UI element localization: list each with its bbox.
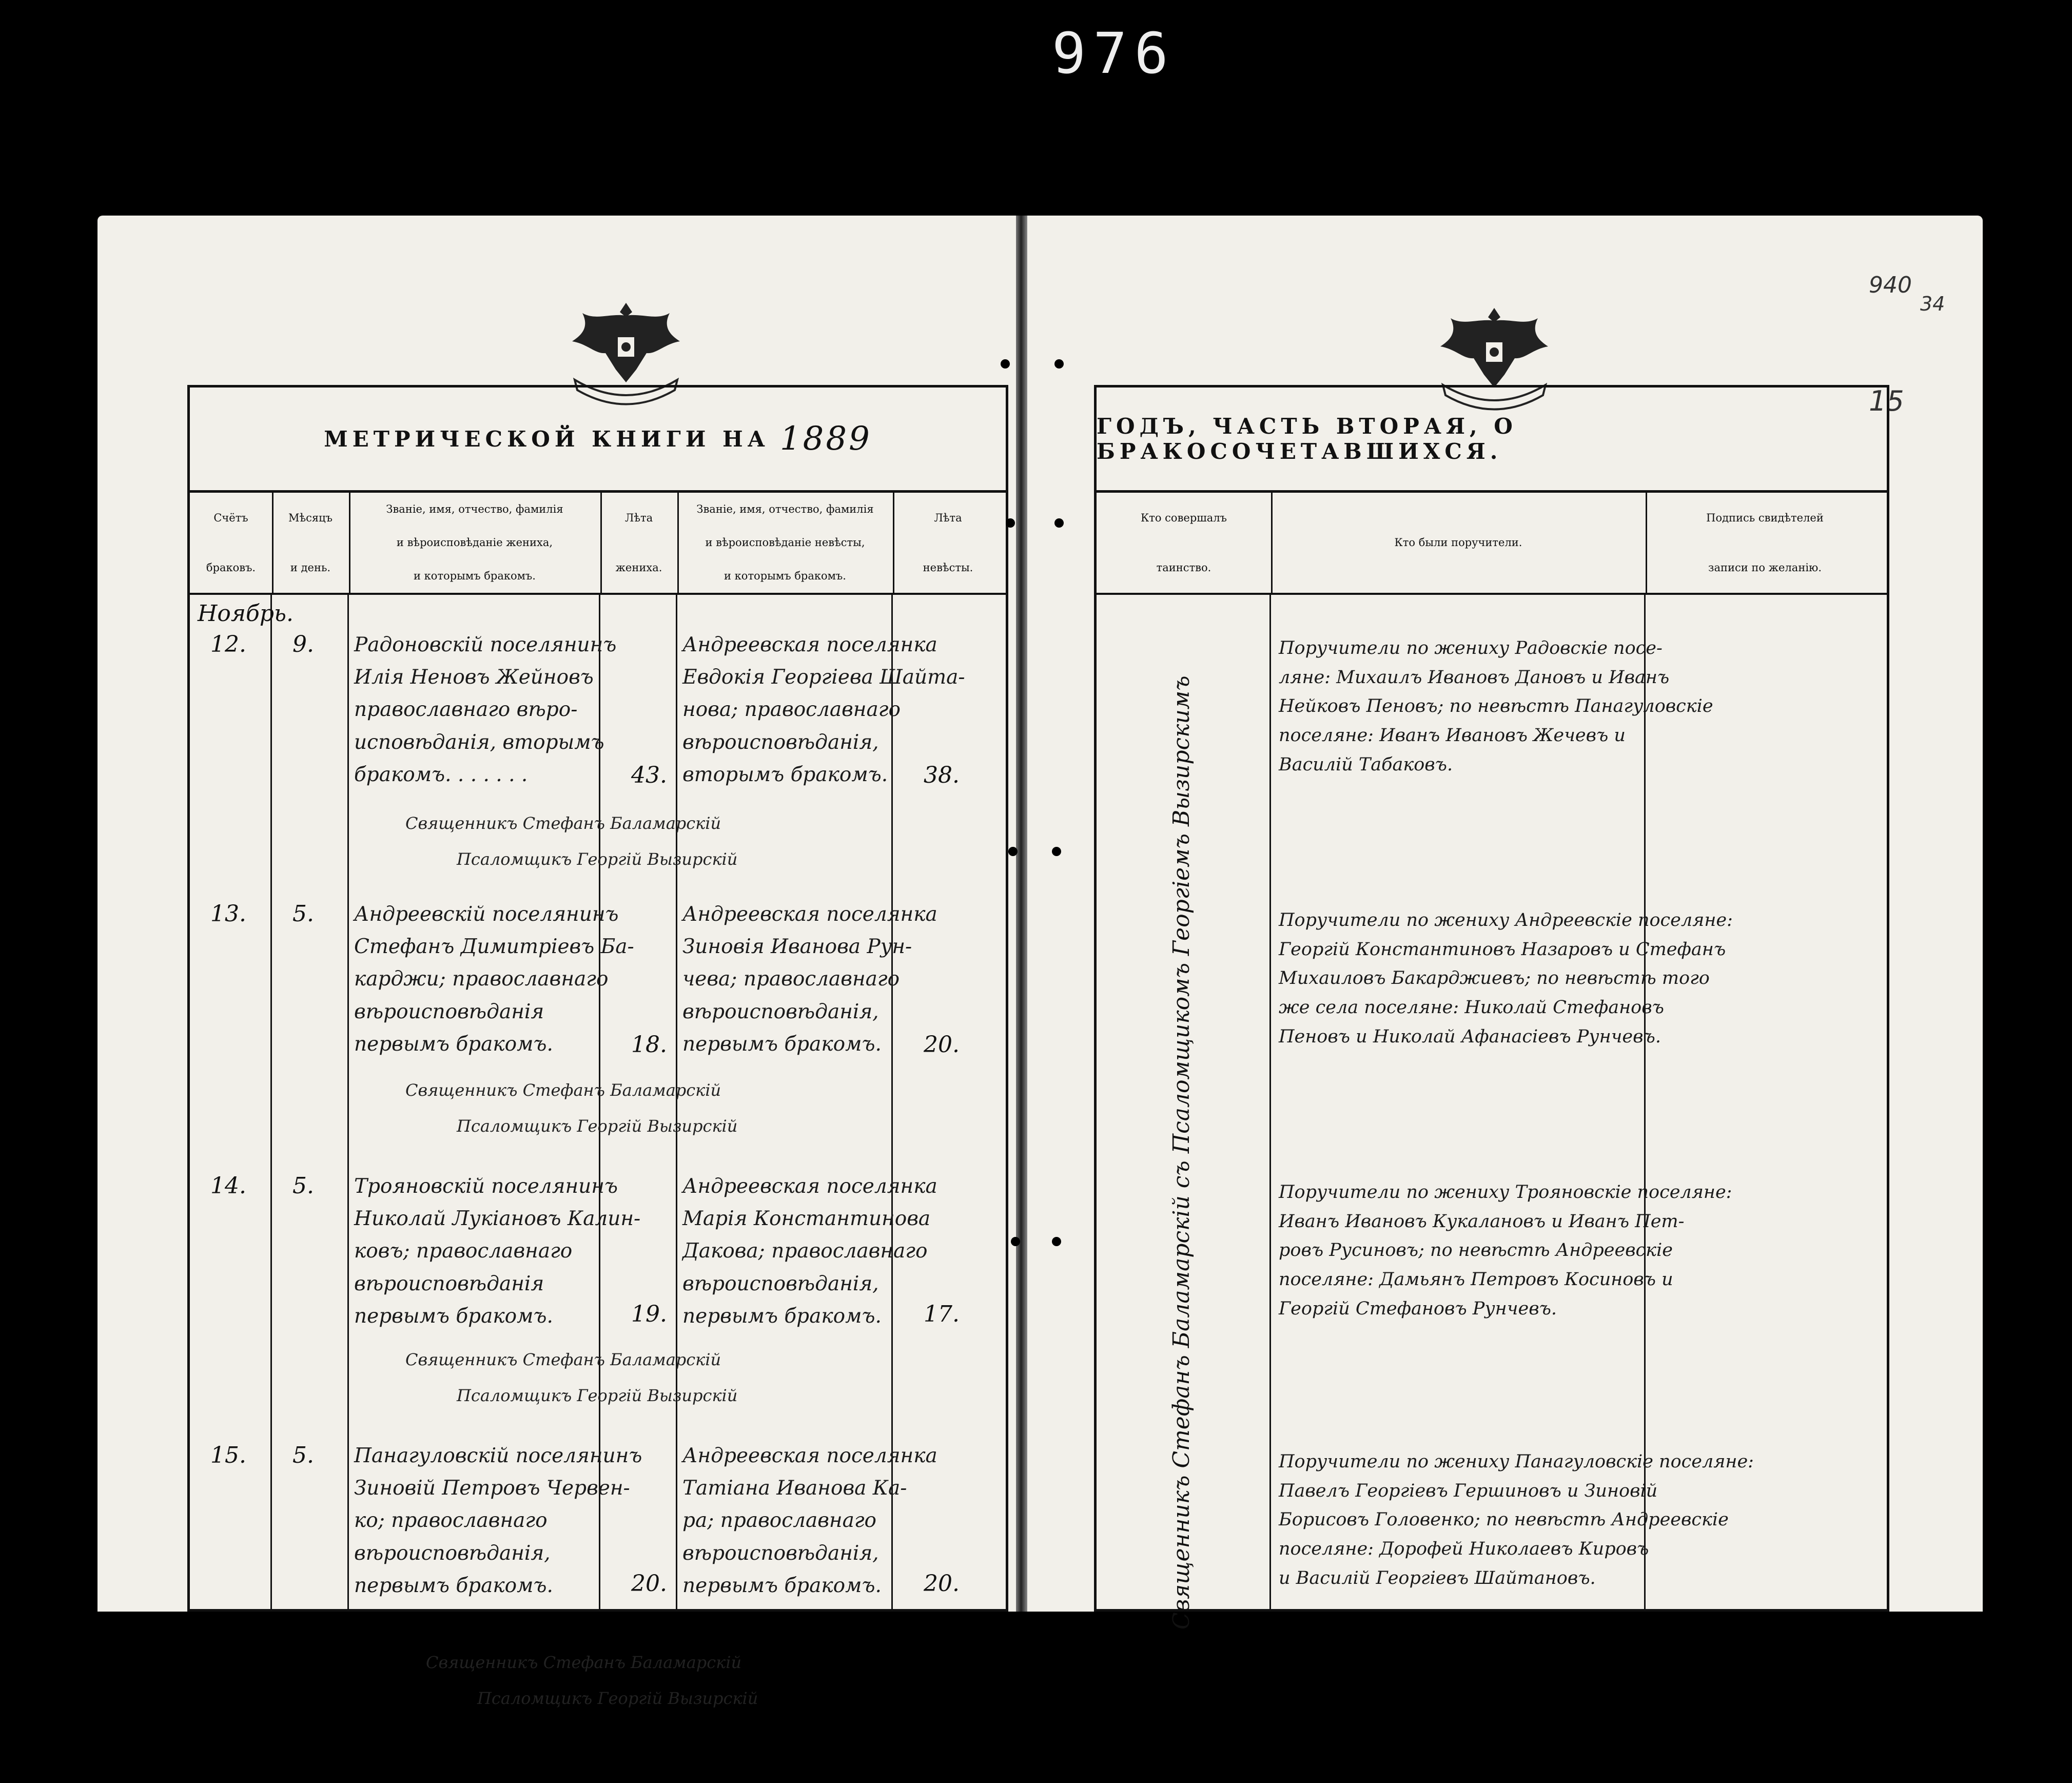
- header-bride-age-line2: невѣсты.: [923, 561, 973, 574]
- entry-day: 5.: [292, 1173, 314, 1199]
- month-label: Ноябрь.: [198, 600, 294, 627]
- header-sureties-line1: Кто были поручители.: [1394, 536, 1522, 549]
- bride-line: вѣроисповѣданія,: [682, 730, 879, 754]
- binding-hole: [1052, 1237, 1061, 1246]
- groom-line: первымъ бракомъ.: [354, 1032, 553, 1056]
- header-groom-line2: и вѣроисповѣданіе жениха,: [396, 536, 553, 549]
- col-divider: [270, 593, 272, 1609]
- header-count: [190, 493, 273, 593]
- bride-age: 17.: [924, 1301, 960, 1327]
- folio-secondary: 34: [1920, 293, 1945, 315]
- header-bride-line3: и которымъ бракомъ.: [724, 570, 846, 583]
- col-divider: [676, 593, 677, 1609]
- page-number: 15: [1869, 385, 1904, 417]
- groom-line: православнаго вѣро-: [354, 698, 578, 722]
- surety-line: Пеновъ и Николай Афанасіевъ Рунчевъ.: [1279, 1026, 1661, 1047]
- bride-line: вѣроисповѣданія,: [682, 1272, 879, 1295]
- groom-age: 19.: [631, 1301, 667, 1327]
- groom-line: Стефанъ Димитріевъ Ба-: [354, 935, 634, 959]
- header-rule: [190, 593, 1006, 595]
- groom-line: ко; православнаго: [354, 1509, 548, 1533]
- bride-age: 20.: [924, 1032, 960, 1058]
- right-title: [1097, 387, 1887, 493]
- bride-line: чева; православнаго: [682, 967, 900, 991]
- psalmist-signature: Псаломщикъ Георгій Вызирскій: [457, 1386, 738, 1405]
- groom-line: вѣроисповѣданія,: [354, 1541, 551, 1565]
- header-signatures-line2: записи по желанію.: [1708, 561, 1822, 574]
- groom-line: Панагуловскій поселянинъ: [354, 1444, 642, 1467]
- header-groom-age-line2: жениха.: [615, 561, 662, 574]
- left-page: [97, 216, 1016, 1708]
- groom-line: вѣроисповѣданія: [354, 1272, 544, 1295]
- entry-day: 5.: [292, 901, 314, 927]
- binding-hole: [1001, 359, 1010, 369]
- bride-line: вторымъ бракомъ.: [682, 763, 888, 786]
- priest-signature: Священникъ Стефанъ Баламарскій: [405, 1350, 721, 1369]
- priest-signature: Священникъ Стефанъ Баламарскій: [405, 1080, 721, 1100]
- surety-line: и Василій Георгіевъ Шайтановъ.: [1279, 1567, 1596, 1588]
- groom-line: ковъ; православнаго: [354, 1239, 573, 1263]
- binding-hole: [1052, 847, 1061, 856]
- right-page: [1027, 216, 1983, 1630]
- sureties-entry: [1279, 634, 1713, 779]
- bride-age: 38.: [924, 762, 960, 788]
- header-bride-line1: Званіе, имя, отчество, фамилія: [696, 503, 874, 516]
- entry-number: 15.: [210, 1442, 246, 1468]
- bride-line: Дакова; православнаго: [682, 1239, 928, 1263]
- surety-line: Василій Табаковъ.: [1279, 754, 1453, 775]
- surety-line: поселяне: Дорофей Николаевъ Кировъ: [1279, 1539, 1649, 1560]
- bride-line: первымъ бракомъ.: [682, 1304, 882, 1328]
- header-signatures-line1: Подпись свидѣтелей: [1706, 511, 1824, 524]
- binding-hole: [1008, 847, 1018, 856]
- surety-line: Георгій Константиновъ Назаровъ и Стефанъ: [1279, 939, 1726, 960]
- bride-age: 20.: [924, 1571, 960, 1597]
- header-groom-age-line1: Лѣта: [624, 511, 653, 524]
- header-month-day: [272, 493, 350, 593]
- surety-line: Иванъ Ивановъ Кукалановъ и Иванъ Пет-: [1279, 1211, 1685, 1232]
- surety-line: же села поселяне: Николай Стефановъ: [1279, 997, 1664, 1018]
- bride-line: Андреевская поселянка: [682, 1444, 937, 1467]
- col-divider: [1269, 593, 1271, 1609]
- sureties-entry: [1279, 1178, 1732, 1323]
- groom-age: 18.: [631, 1032, 667, 1058]
- surety-line: Михаиловъ Бакарджиевъ; по невѣстѣ того: [1279, 968, 1710, 989]
- entry-number: 14.: [210, 1173, 246, 1199]
- officiant-vertical-note: Священникъ Стефанъ Баламарскій съ Псаломщикомъ Георгіемъ Вызирскимъ: [1168, 675, 1195, 1630]
- header-count-line2: браковъ.: [206, 561, 256, 574]
- groom-entry: [354, 629, 616, 791]
- surety-line: ляне: Михаилъ Ивановъ Дановъ и Иванъ: [1279, 667, 1670, 688]
- groom-entry: [354, 1440, 642, 1602]
- title-text: ГОДЪ, ЧАСТЬ ВТОРАЯ, О БРАКОСОЧЕТАВШИХСЯ.: [1097, 414, 1517, 464]
- groom-line: Зиновій Петровъ Червен-: [354, 1477, 630, 1500]
- surety-line: Поручители по жениху Андреевскіе поселяне:: [1279, 910, 1733, 931]
- header-groom-line3: и которымъ бракомъ.: [414, 570, 536, 583]
- surety-line: Поручители по жениху Радовскіе посе-: [1279, 638, 1663, 658]
- groom-entry: [354, 898, 634, 1060]
- folio-number: 940: [1869, 272, 1912, 298]
- bride-line: первымъ бракомъ.: [682, 1032, 882, 1056]
- surety-line: поселяне: Иванъ Ивановъ Жечевъ и: [1279, 725, 1626, 746]
- bride-line: вѣроисповѣданія,: [682, 1541, 879, 1565]
- header-count-line1: Счётъ: [213, 511, 248, 524]
- groom-line: Трояновскій поселянинъ: [354, 1175, 618, 1198]
- surety-line: Павелъ Георгіевъ Гершиновъ и Зиновій: [1279, 1480, 1658, 1501]
- binding-hole: [1006, 518, 1015, 528]
- entry-number: 12.: [210, 631, 246, 657]
- groom-age: 43.: [631, 762, 667, 788]
- header-officiant-line1: Кто совершалъ: [1140, 511, 1227, 524]
- header-rule: [1097, 593, 1887, 595]
- entry-number: 13.: [210, 901, 246, 927]
- header-bride-line2: и вѣроисповѣданіе невѣсты,: [705, 536, 865, 549]
- col-divider: [347, 593, 349, 1609]
- psalmist-signature: Псаломщикъ Георгій Вызирскій: [457, 1116, 738, 1136]
- surety-line: Георгій Стефановъ Рунчевъ.: [1279, 1298, 1557, 1319]
- groom-line: карджи; православнаго: [354, 967, 609, 991]
- psalmist-signature: Псаломщикъ Георгій Вызирскій: [477, 1689, 758, 1708]
- header-bride-identity: [677, 493, 894, 593]
- record-year: 1889: [779, 420, 872, 458]
- header-month-line1: Мѣсяцъ: [288, 511, 333, 524]
- groom-entry: [354, 1170, 640, 1332]
- binding-hole: [1054, 518, 1064, 528]
- groom-line: первымъ бракомъ.: [354, 1304, 553, 1328]
- surety-line: поселяне: Дамьянъ Петровъ Косиновъ и: [1279, 1269, 1673, 1290]
- bride-line: вѣроисповѣданія,: [682, 1000, 879, 1023]
- groom-line: вѣроисповѣданія: [354, 1000, 544, 1023]
- groom-line: Илія Неновъ Жейновъ: [354, 666, 594, 689]
- header-groom-age: [600, 493, 679, 593]
- groom-line: Радоновскій поселянинъ: [354, 633, 617, 656]
- header-bride-age-line1: Лѣта: [934, 511, 962, 524]
- header-signatures: [1646, 493, 1884, 593]
- surety-line: Нейковъ Пеновъ; по невѣстѣ Панагуловскіе: [1279, 696, 1713, 717]
- bride-line: нова; православнаго: [682, 698, 901, 722]
- surety-line: Борисовъ Головенко; по невѣстѣ Андреевскіе: [1279, 1509, 1729, 1530]
- header-month-line2: и день.: [290, 561, 331, 574]
- surety-line: Поручители по жениху Панагуловскіе поселяне:: [1279, 1451, 1754, 1472]
- bride-line: ра; православнаго: [682, 1509, 877, 1533]
- left-ledger: [187, 385, 1008, 1612]
- groom-line: первымъ бракомъ.: [354, 1574, 553, 1597]
- psalmist-signature: Псаломщикъ Георгій Вызирскій: [457, 849, 738, 869]
- binding-hole: [1011, 1237, 1020, 1246]
- binding-hole: [1054, 359, 1064, 369]
- groom-age: 20.: [631, 1571, 667, 1597]
- bride-line: Татіана Иванова Ка-: [682, 1477, 907, 1500]
- bride-line: Андреевская поселянка: [682, 633, 937, 656]
- bride-line: Марія Константинова: [682, 1207, 931, 1231]
- surety-line: Поручители по жениху Трояновскіе поселяне:: [1279, 1182, 1732, 1203]
- bride-line: Андреевская поселянка: [682, 1175, 937, 1198]
- priest-signature: Священникъ Стефанъ Баламарскій: [426, 1653, 742, 1672]
- header-bride-age: [893, 493, 1003, 593]
- bride-line: Евдокія Георгіева Шайта-: [682, 666, 965, 689]
- header-officiant-line2: таинство.: [1156, 561, 1211, 574]
- header-groom-identity: [349, 493, 602, 593]
- bride-entry: [682, 898, 937, 1060]
- entry-day: 9.: [292, 631, 314, 657]
- priest-signature: Священникъ Стефанъ Баламарскій: [405, 813, 721, 833]
- header-officiant: [1097, 493, 1273, 593]
- book-gutter: [1016, 216, 1027, 1612]
- sureties-entry: [1279, 906, 1733, 1051]
- bride-line: Андреевская поселянка: [682, 903, 937, 926]
- groom-line: Андреевскій поселянинъ: [354, 903, 619, 926]
- groom-line: Николай Лукіановъ Калин-: [354, 1207, 641, 1231]
- sureties-entry: [1279, 1447, 1754, 1593]
- surety-line: ровъ Русиновъ; по невѣстѣ Андреевскіе: [1279, 1240, 1673, 1261]
- right-ledger: [1094, 385, 1889, 1630]
- frame-number: 976: [1052, 21, 1176, 86]
- bride-entry: [682, 629, 965, 791]
- bride-entry: [682, 1170, 937, 1332]
- header-groom-line1: Званіе, имя, отчество, фамилія: [386, 503, 563, 516]
- groom-line: бракомъ. . . . . . .: [354, 763, 528, 786]
- left-title: [190, 387, 1006, 493]
- title-prefix: МЕТРИЧЕСКОЙ КНИГИ НА: [324, 426, 770, 452]
- bride-entry: [682, 1440, 937, 1602]
- bride-line: Зиновія Иванова Рун-: [682, 935, 912, 959]
- header-sureties: [1271, 493, 1647, 593]
- entry-day: 5.: [292, 1442, 314, 1468]
- groom-line: исповѣданія, вторымъ: [354, 730, 604, 754]
- bride-line: первымъ бракомъ.: [682, 1574, 882, 1597]
